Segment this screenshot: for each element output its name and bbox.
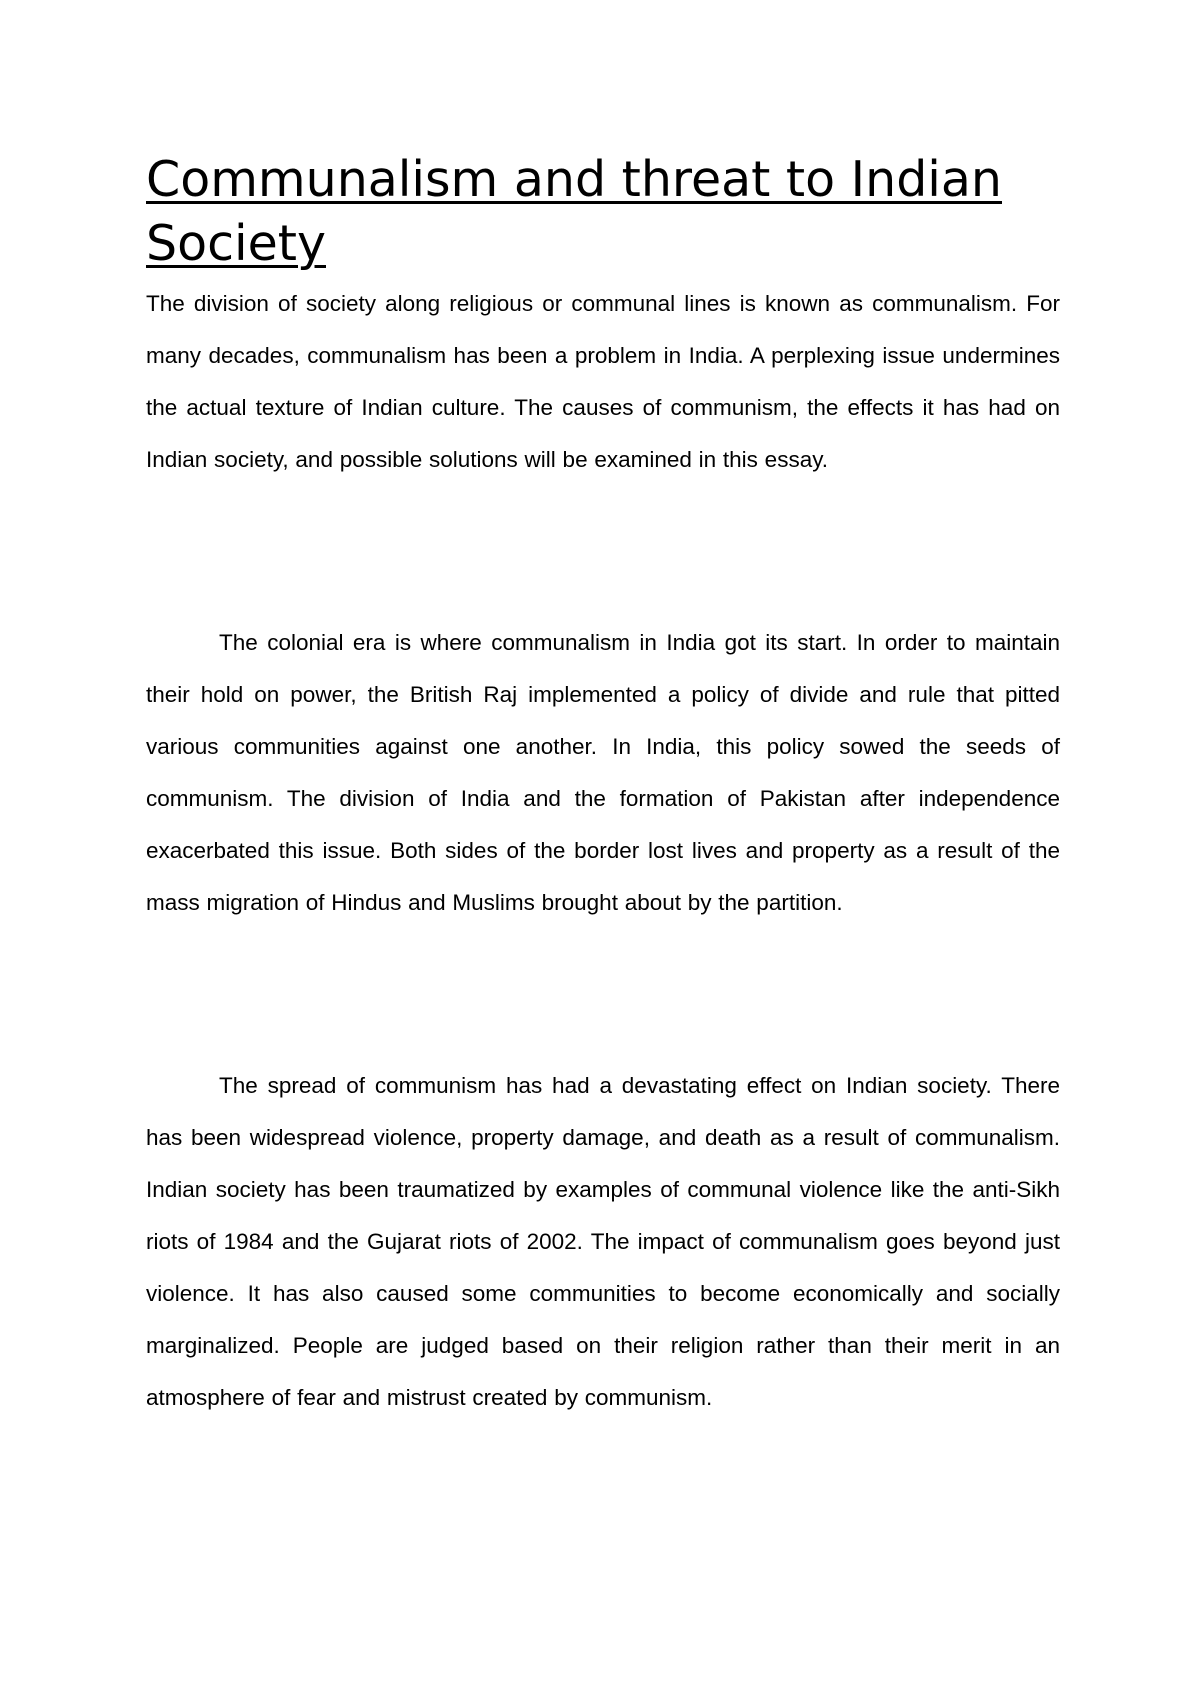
document-body: [146, 148, 1060, 1424]
paragraph-introduction: The division of society along religious or communal lines is known as communalism. For many decades, communalism has been a problem in India. A perplexing issue undermines the actual texture of Indian culture. The causes of communism, the effects it has had on Indian society, and possible solutions will be examined in this essay.: [146, 291, 1060, 472]
paragraph-effects: The spread of communism has had a devastating effect on Indian society. There has been widespread violence, property damage, and death as a result of communalism. Indian society has been traumatized by examples of communal violence like the anti-Sikh riots of 1984 and the Gujarat riots of 2002. The impact of communalism goes beyond just violence. It has also caused some communities to become economically and socially marginalized. People are judged based on their religion rather than their merit in an atmosphere of fear and mistrust created by communism.: [146, 1073, 1060, 1410]
document-title: Communalism and threat to Indian Society: [146, 151, 1002, 272]
paragraph-colonial-era: The colonial era is where communalism in India got its start. In order to maintain their hold on power, the British Raj implemented a policy of divide and rule that pitted various communities against one another. In India, this policy sowed the seeds of communism. The division of India and the formation of Pakistan after independence exacerbated this issue. Both sides of the border lost lives and property as a result of the mass migration of Hindus and Muslims brought about by the partition.: [146, 630, 1060, 915]
